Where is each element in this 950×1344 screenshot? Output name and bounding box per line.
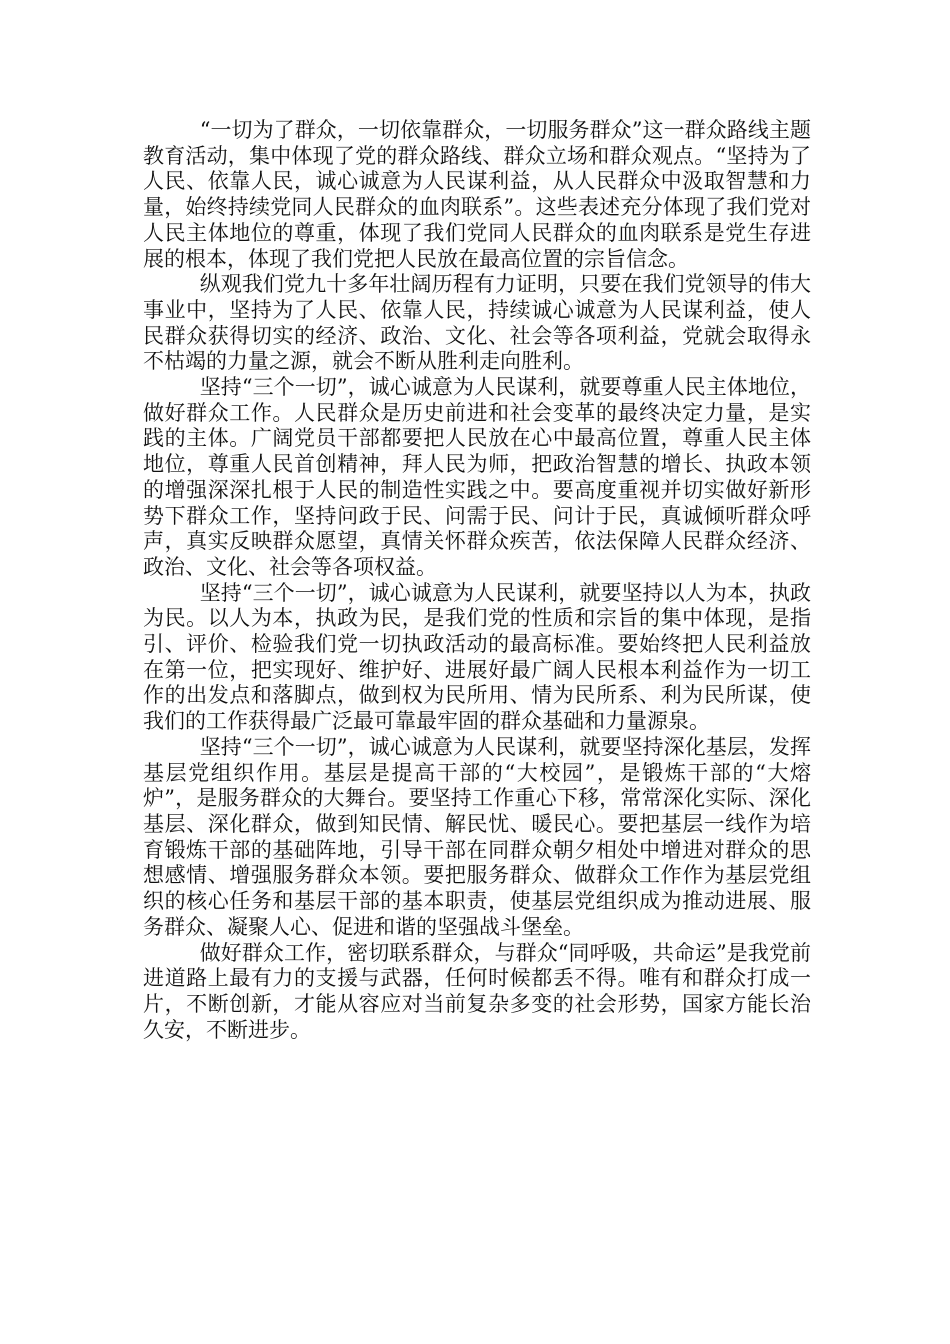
- paragraph-2: 纵观我们党九十多年壮阔历程有力证明，只要在我们党领导的伟大事业中，坚持为了人民、依靠人民，持续诚心诚意为人民谋利益，使人民群众获得切实的经济、政治、文化、社会等各项利益，党就会取得永不枯竭的力量之源，就会不断从胜利走向胜利。: [143, 272, 811, 374]
- paragraph-1: “一切为了群众，一切依靠群众，一切服务群众”这一群众路线主题教育活动，集中体现了党的群众路线、群众立场和群众观点。“坚持为了人民、依靠人民，诚心诚意为人民谋利益，从人民群众中汲取智慧和力量，始终持续党同人民群众的血肉联系”。这些表述充分体现了我们党对人民主体地位的尊重，体现了我们党同人民群众的血肉联系是党生存进展的根本，体现了我们党把人民放在最高位置的宗旨信念。: [143, 118, 811, 271]
- article-body: [143, 118, 811, 1043]
- paragraph-4: 坚持“三个一切”，诚心诚意为人民谋利，就要坚持以人为本，执政为民。以人为本，执政为民，是我们党的性质和宗旨的集中体现，是指引、评价、检验我们党一切执政活动的最高标准。要始终把人民利益放在第一位，把实现好、维护好、进展好最广阔人民根本利益作为一切工作的出发点和落脚点，做到权为民所用、情为民所系、利为民所谋，使我们的工作获得最广泛最可靠最牢固的群众基础和力量源泉。: [143, 580, 811, 734]
- paragraph-5: 坚持“三个一切”，诚心诚意为人民谋利，就要坚持深化基层，发挥基层党组织作用。基层是提高干部的“大校园”，是锻炼干部的“大熔炉”，是服务群众的大舞台。要坚持工作重心下移，常常深化实际、深化基层、深化群众，做到知民情、解民忧、暖民心。要把基层一线作为培育锻炼干部的基础阵地，引导干部在同群众朝夕相处中增进对群众的思想感情、增强服务群众本领。要把服务群众、做群众工作作为基层党组织的核心任务和基层干部的基本职责，使基层党组织成为推动进展、服务群众、凝聚人心、促进和谐的坚强战斗堡垒。: [143, 734, 811, 939]
- paragraph-6: 做好群众工作，密切联系群众，与群众“同呼吸，共命运”是我党前进道路上最有力的支援与武器，任何时候都丢不得。唯有和群众打成一片，不断创新，才能从容应对当前复杂多变的社会形势，国家方能长治久安，不断进步。: [143, 940, 811, 1042]
- paragraph-3: 坚持“三个一切”，诚心诚意为人民谋利，就要尊重人民主体地位，做好群众工作。人民群众是历史前进和社会变革的最终决定力量，是实践的主体。广阔党员干部都要把人民放在心中最高位置，尊重人民主体地位，尊重人民首创精神，拜人民为师，把政治智慧的增长、执政本领的增强深深扎根于人民的制造性实践之中。要高度重视并切实做好新形势下群众工作，坚持问政于民、问需于民、问计于民，真诚倾听群众呼声，真实反映群众愿望，真情关怀群众疾苦，依法保障人民群众经济、政治、文化、社会等各项权益。: [143, 375, 811, 579]
